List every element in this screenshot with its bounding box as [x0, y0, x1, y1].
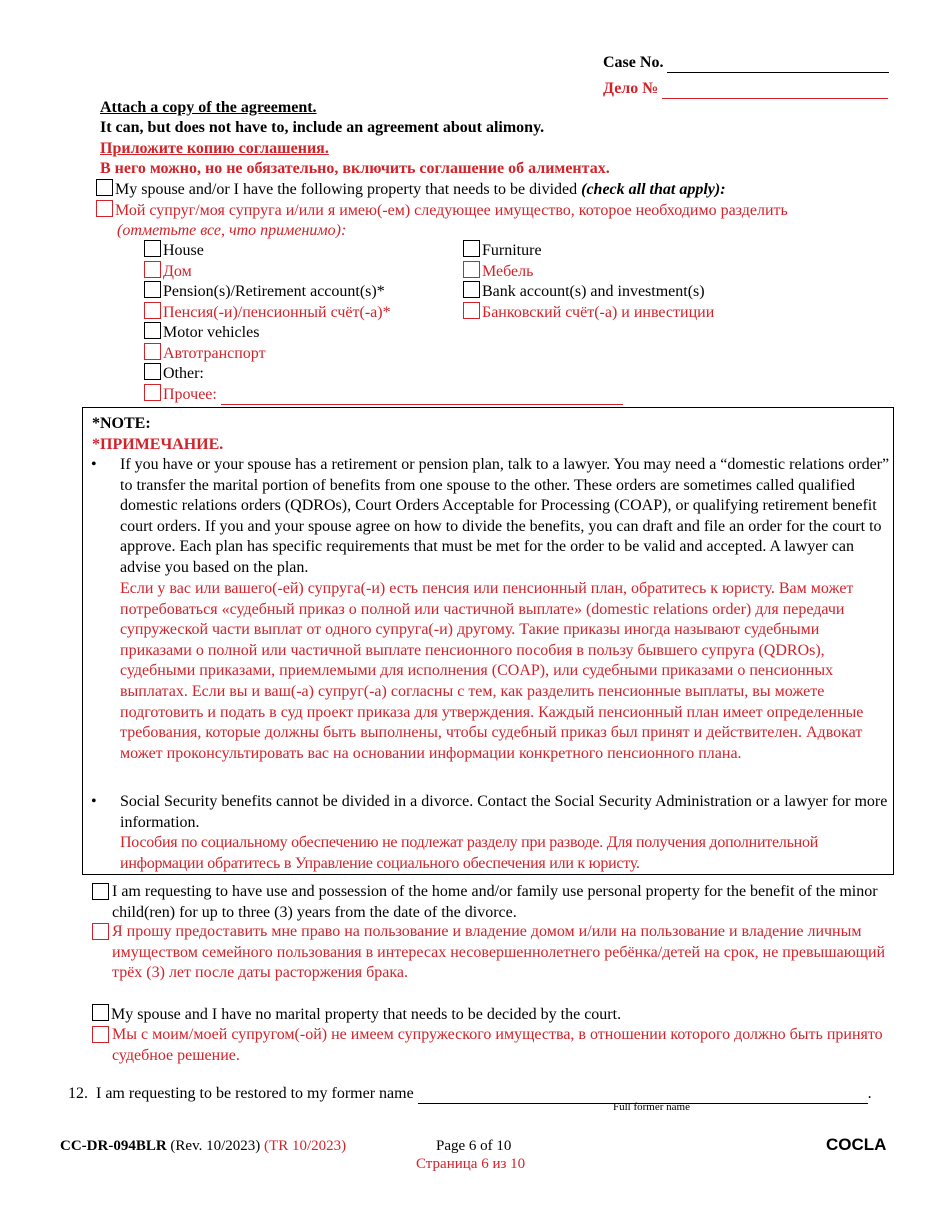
note-bullet-1: If you have or your spouse has a retirement or pension plan, talk to a lawyer. You may need a “domestic relations order” to transfer the marital portion of benefits from one spouse to the other. These orders are sometimes called qualified domestic relations orders (QDROs), Court Orders Acceptable for Processing (COAP), or qualifying retirement benefit court orders. If you and your spouse agree on how to divide the benefits, you can draft and file an order for the court to approve. Each plan has specific requirements that must be met for the order to be valid and accepted. A lawyer can advise you based on the plan. — [120, 456, 890, 576]
bullet-icon: • — [91, 456, 97, 473]
motor-label-ru: Автотранспорт — [163, 345, 266, 362]
house-checkbox[interactable] — [144, 240, 161, 257]
furniture-option-ru — [463, 261, 533, 282]
property-divide-option — [96, 179, 726, 200]
no-property-checkbox-ru[interactable] — [92, 1026, 109, 1043]
item-12-number: 12. — [68, 1085, 88, 1102]
note-title-ru: *ПРИМЕЧАНИЕ. — [92, 436, 224, 453]
home-use-checkbox[interactable] — [92, 883, 109, 900]
other-checkbox[interactable] — [144, 363, 161, 380]
other-option-ru — [144, 384, 623, 405]
property-divide-checkbox[interactable] — [96, 179, 113, 196]
alimony-text-ru: В него можно, но не обязательно, включить соглашение об алиментах. — [100, 160, 610, 177]
other-input-line[interactable] — [221, 388, 623, 405]
furniture-label: Furniture — [482, 242, 542, 259]
furniture-checkbox-ru[interactable] — [463, 261, 480, 278]
org-label: COCLA — [826, 1135, 887, 1154]
note-bullet-2: Social Security benefits cannot be divided in a divorce. Contact the Social Security Administration or a lawyer for more information. — [120, 793, 888, 831]
furniture-label-ru: Мебель — [482, 263, 534, 280]
property-hint-ru: (отметьте все, что применимо): — [117, 222, 347, 239]
note-bullet-2-ru: Пособия по социальному обеспечению не подлежат разделу при разводе. Для получения дополнительной информации обратитесь в Управление социального обеспечения или к юристу. — [120, 834, 819, 872]
case-label-ru: Дело № — [603, 80, 659, 97]
no-property-text: My spouse and I have no marital property that needs to be decided by the court. — [111, 1006, 622, 1023]
property-label: My spouse and/or I have the following property that needs to be divided — [115, 181, 578, 198]
item-12-end: . — [867, 1085, 872, 1102]
house-option — [144, 240, 204, 261]
other-label-ru: Прочее: — [163, 386, 217, 403]
motor-option — [144, 322, 259, 343]
bank-option-ru — [463, 302, 714, 323]
furniture-checkbox[interactable] — [463, 240, 480, 257]
footer-form-id-row — [60, 1136, 346, 1157]
other-option — [144, 363, 204, 384]
house-option-ru — [144, 261, 192, 282]
alimony-text: It can, but does not have to, include an agreement about alimony. — [100, 119, 545, 136]
bank-option — [463, 281, 705, 302]
property-hint: (check all that apply): — [581, 181, 726, 198]
note-bullet-1-ru: Если у вас или вашего(-ей) супруга(-и) есть пенсия или пенсионный план, обратитесь к юристу. Вам может потребоваться «судебный приказ о полной или частичной выплате» (domestic relations order) для передачи супружеской части выплат от одного супруга(-и) другому. Такие приказы иногда называют судебными приказами о полной или частичной выплате пенсионного пособия в пользу бывшего супруга (QDROs), судебными приказами, приемлемыми для исполнения (COAP), или судебными приказами о пенсионных выплатах. Если вы и ваш(-а) супруг(-а) согласны с тем, как разделить пенсионные выплаты, вы можете подготовить и подать в суд проект приказа для утверждения. Каждый пенсионный план имеет определенные требования, которые должны быть выполнены, чтобы судебный приказ был принят и действителен. Адвокат может проконсультировать вас на основании информации конкретного пенсионного плана. — [120, 580, 864, 762]
house-checkbox-ru[interactable] — [144, 261, 161, 278]
motor-label: Motor vehicles — [163, 324, 260, 341]
other-label: Other: — [163, 365, 204, 382]
other-checkbox-ru[interactable] — [144, 384, 161, 401]
motor-option-ru — [144, 343, 266, 364]
pension-option — [144, 281, 385, 302]
bank-label: Bank account(s) and investment(s) — [482, 283, 705, 300]
property-divide-option-ru — [96, 200, 788, 221]
attach-agreement-text-ru: Приложите копию соглашения. — [100, 140, 329, 157]
case-number-field[interactable] — [667, 55, 889, 73]
item-12 — [68, 1083, 872, 1104]
home-use-text: I am requesting to have use and possession of the home and/or family use personal property for the benefit of the minor child(ren) for up to three (3) years from the date of the divorce. — [112, 883, 878, 921]
page-number-ru: Страница 6 из 10 — [416, 1156, 526, 1172]
bank-checkbox[interactable] — [463, 281, 480, 298]
home-use-checkbox-ru[interactable] — [92, 923, 109, 940]
note-box — [82, 407, 894, 875]
house-label: House — [163, 242, 204, 259]
home-use-text-ru: Я прошу предоставить мне право на пользование и владение домом и/или на пользование и владение личным имуществом семейного пользования в интересах несовершеннолетнего ребёнка/детей на срок, не превышающий трёх (3) лет после даты расторжения брака. — [112, 923, 886, 982]
no-property-text-ru: Мы с моим/моей супругом(-ой) не имеем супружеского имущества, в отношении которого должно быть принято судебное решение. — [112, 1026, 883, 1064]
form-rev: (Rev. 10/2023) — [170, 1138, 261, 1154]
pension-label: Pension(s)/Retirement account(s)* — [163, 283, 385, 300]
case-number-row — [603, 52, 889, 73]
pension-label-ru: Пенсия(-и)/пенсионный счёт(-а)* — [163, 304, 391, 321]
form-tr: (TR 10/2023) — [264, 1138, 347, 1154]
no-property-option — [92, 1004, 621, 1025]
form-id: CC-DR-094BLR — [60, 1138, 167, 1154]
property-label-ru: Мой супруг/моя супруга и/или я имею(-ем) следующее имущество, которое необходимо разделить — [115, 202, 788, 219]
former-name-caption: Full former name — [613, 1101, 690, 1113]
item-12-text: I am requesting to be restored to my former name — [96, 1085, 414, 1102]
case-number-field-ru[interactable] — [662, 81, 888, 99]
bullet-icon: • — [91, 793, 97, 810]
property-divide-checkbox-ru[interactable] — [96, 200, 113, 217]
case-number-row-ru — [603, 78, 888, 99]
pension-option-ru — [144, 302, 391, 323]
pension-checkbox[interactable] — [144, 281, 161, 298]
furniture-option — [463, 240, 542, 261]
note-title: *NOTE: — [92, 415, 151, 432]
page-number: Page 6 of 10 — [436, 1138, 512, 1154]
bank-label-ru: Банковский счёт(-а) и инвестиции — [482, 304, 715, 321]
pension-checkbox-ru[interactable] — [144, 302, 161, 319]
no-property-checkbox[interactable] — [92, 1004, 109, 1021]
case-label: Case No. — [603, 54, 664, 71]
house-label-ru: Дом — [163, 263, 192, 280]
bank-checkbox-ru[interactable] — [463, 302, 480, 319]
motor-checkbox-ru[interactable] — [144, 343, 161, 360]
attach-agreement-text: Attach a copy of the agreement. — [100, 99, 317, 116]
motor-checkbox[interactable] — [144, 322, 161, 339]
